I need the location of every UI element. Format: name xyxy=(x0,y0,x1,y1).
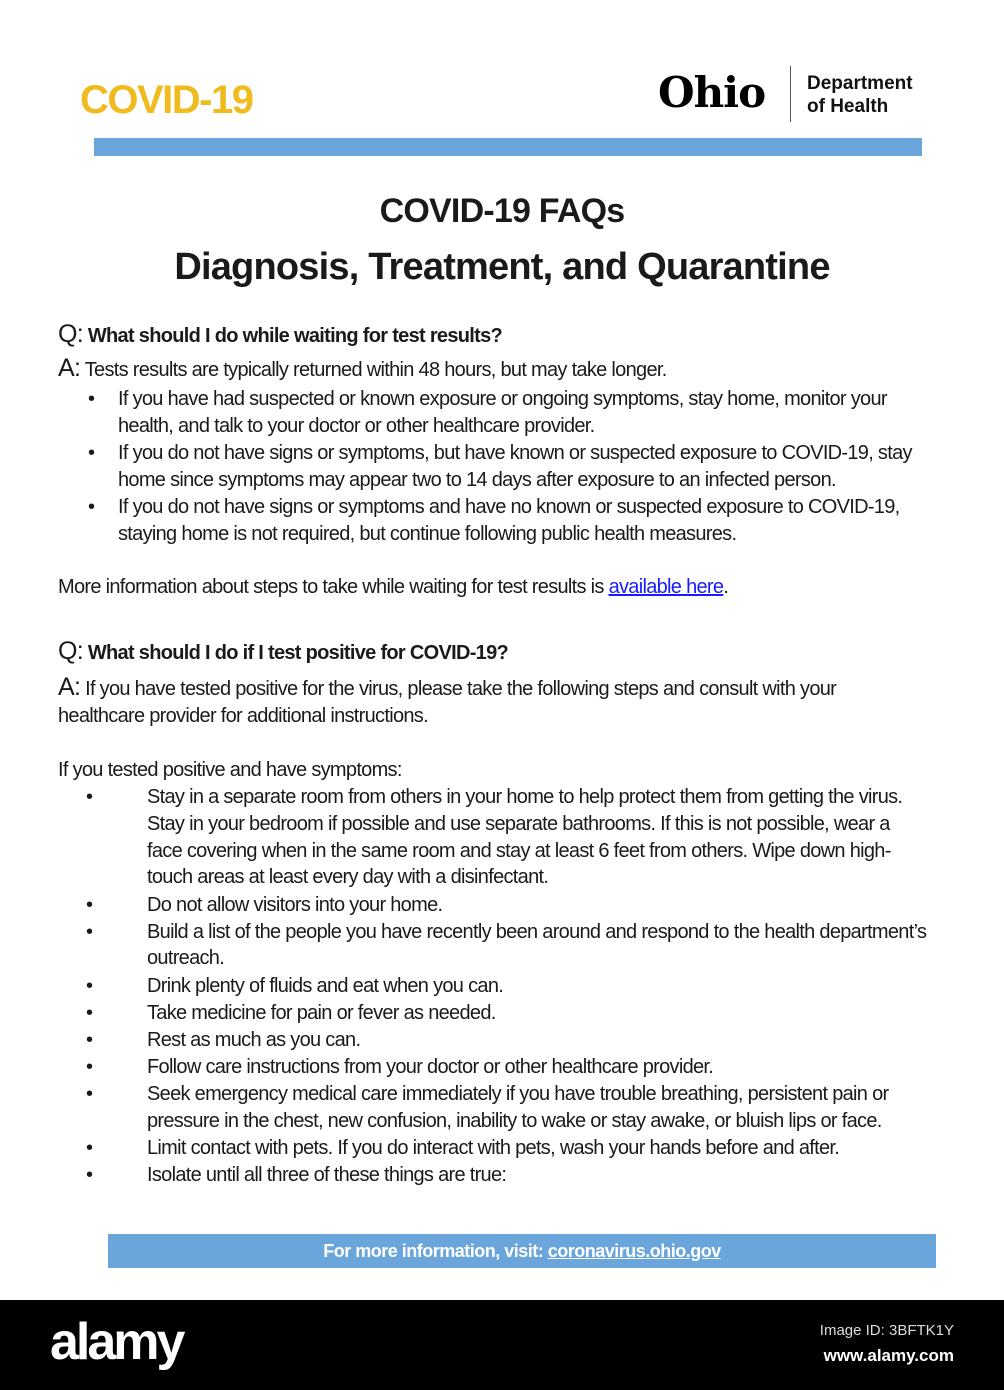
list-item-line: outreach. xyxy=(147,947,225,970)
question-text: What should I do while waiting for test results? xyxy=(87,325,503,347)
a-label: A: xyxy=(58,673,81,701)
answer-line1: If you have tested positive for the virus, please take the following steps and consult with your xyxy=(85,678,837,700)
list-item-line: If you do not have signs or symptoms, but have known or suspected exposure to COVID-19, stay xyxy=(118,441,912,464)
bullet-icon: • xyxy=(86,786,93,808)
more-info-text: More information about steps to take while waiting for test results is xyxy=(58,576,609,598)
list-item-line: staying home is not required, but continue following public health measures. xyxy=(118,522,737,545)
list-item-line: Rest as much as you can. xyxy=(147,1028,361,1051)
more-info-end: . xyxy=(723,576,729,598)
coronavirus-ohio-gov-link[interactable]: coronavirus.ohio.gov xyxy=(547,1241,721,1261)
bullet-icon: • xyxy=(86,1163,93,1186)
list-item xyxy=(118,386,887,440)
list-item xyxy=(147,919,926,973)
list-item-line: Isolate until all three of these things are true: xyxy=(147,1163,507,1186)
bullet-icon: • xyxy=(86,1001,93,1024)
faq1-answer xyxy=(58,355,667,384)
list-item-line: face covering when in the same room and stay at least 6 feet from others. Wipe down high- xyxy=(147,839,891,862)
list-item xyxy=(118,440,912,494)
list-item-line: If you do not have signs or symptoms and have no known or suspected exposure to COVID-19, xyxy=(118,495,900,518)
department-line1: Department xyxy=(807,73,913,94)
list-item xyxy=(147,1054,713,1081)
list-item-line: If you have had suspected or known exposure or ongoing symptoms, stay home, monitor your xyxy=(118,388,887,410)
alamy-url: www.alamy.com xyxy=(823,1346,954,1365)
list-item xyxy=(147,1027,360,1054)
list-item-line: home since symptoms may appear two to 14 days after exposure to an infected person. xyxy=(118,468,836,491)
list-item-line: Limit contact with pets. If you do interact with pets, wash your hands before and after. xyxy=(147,1136,840,1159)
page-title: COVID-19 FAQs xyxy=(379,192,625,230)
answer-text: Tests results are typically returned within 48 hours, but may take longer. xyxy=(84,359,667,381)
q-label: Q: xyxy=(58,320,83,348)
list-item-line: health, and talk to your doctor or other healthcare provider. xyxy=(118,414,595,437)
list-item xyxy=(147,973,503,1000)
list-item xyxy=(147,1162,506,1189)
faq2-answer xyxy=(58,674,836,730)
list-item xyxy=(147,1081,888,1135)
a-label: A: xyxy=(58,354,81,382)
bullet-icon: • xyxy=(86,920,93,943)
list-item-line: Seek emergency medical care immediately if you have trouble breathing, persistent pain or xyxy=(147,1082,889,1105)
list-item-line: touch areas at least every day with a disinfectant. xyxy=(147,866,549,889)
faq1-question xyxy=(58,321,502,350)
list-item-line: Drink plenty of fluids and eat when you can. xyxy=(147,974,504,997)
list-item-line: Take medicine for pain or fever as needed. xyxy=(147,1001,496,1024)
bullet-icon: • xyxy=(88,495,95,518)
page-subtitle: Diagnosis, Treatment, and Quarantine xyxy=(174,246,830,288)
list-item-line: Follow care instructions from your doctor or other healthcare provider. xyxy=(147,1055,714,1078)
list-item-line: Stay in a separate room from others in your home to help protect them from getting the virus. xyxy=(147,786,903,808)
list-item xyxy=(147,784,902,891)
list-item-line: Build a list of the people you have recently been around and respond to the health department’s xyxy=(147,920,927,943)
symptoms-intro: If you tested positive and have symptoms: xyxy=(58,759,402,781)
answer-line2: healthcare provider for additional instructions. xyxy=(58,704,428,727)
list-item xyxy=(147,1135,839,1162)
faq1-more-info xyxy=(58,574,728,601)
department-line2: of Health xyxy=(807,96,889,117)
department-of-health-label xyxy=(807,72,913,118)
list-item xyxy=(147,892,442,919)
list-item-line: Do not allow visitors into your home. xyxy=(147,893,443,916)
bullet-icon: • xyxy=(86,1136,93,1159)
bullet-icon: • xyxy=(86,974,93,997)
bullet-icon: • xyxy=(88,388,95,410)
image-id: Image ID: 3BFTK1Y xyxy=(819,1322,954,1339)
bullet-icon: • xyxy=(86,1028,93,1051)
list-item xyxy=(147,1000,496,1027)
q-label: Q: xyxy=(58,637,83,665)
footer-text: For more information, visit: xyxy=(323,1241,548,1261)
alamy-logo: alamy xyxy=(50,1313,183,1371)
header-bar xyxy=(94,138,922,156)
covid-19-logo: COVID-19 xyxy=(80,78,253,122)
logo-divider xyxy=(790,66,791,122)
available-here-link[interactable]: available here xyxy=(608,576,724,598)
list-item-line: pressure in the chest, new confusion, inability to wake or stay awake, or bluish lips or face. xyxy=(147,1109,882,1132)
bullet-icon: • xyxy=(86,893,93,916)
footer-bar xyxy=(108,1234,936,1268)
bullet-icon: • xyxy=(88,441,95,464)
bullet-icon: • xyxy=(86,1055,93,1078)
question-text: What should I do if I test positive for COVID-19? xyxy=(87,642,509,664)
bullet-icon: • xyxy=(86,1082,93,1105)
list-item xyxy=(118,494,900,548)
list-item-line: Stay in your bedroom if possible and use separate bathrooms. If this is not possible, wear a xyxy=(147,812,890,835)
ohio-logo: Ohio xyxy=(658,68,766,117)
faq2-question xyxy=(58,638,508,667)
